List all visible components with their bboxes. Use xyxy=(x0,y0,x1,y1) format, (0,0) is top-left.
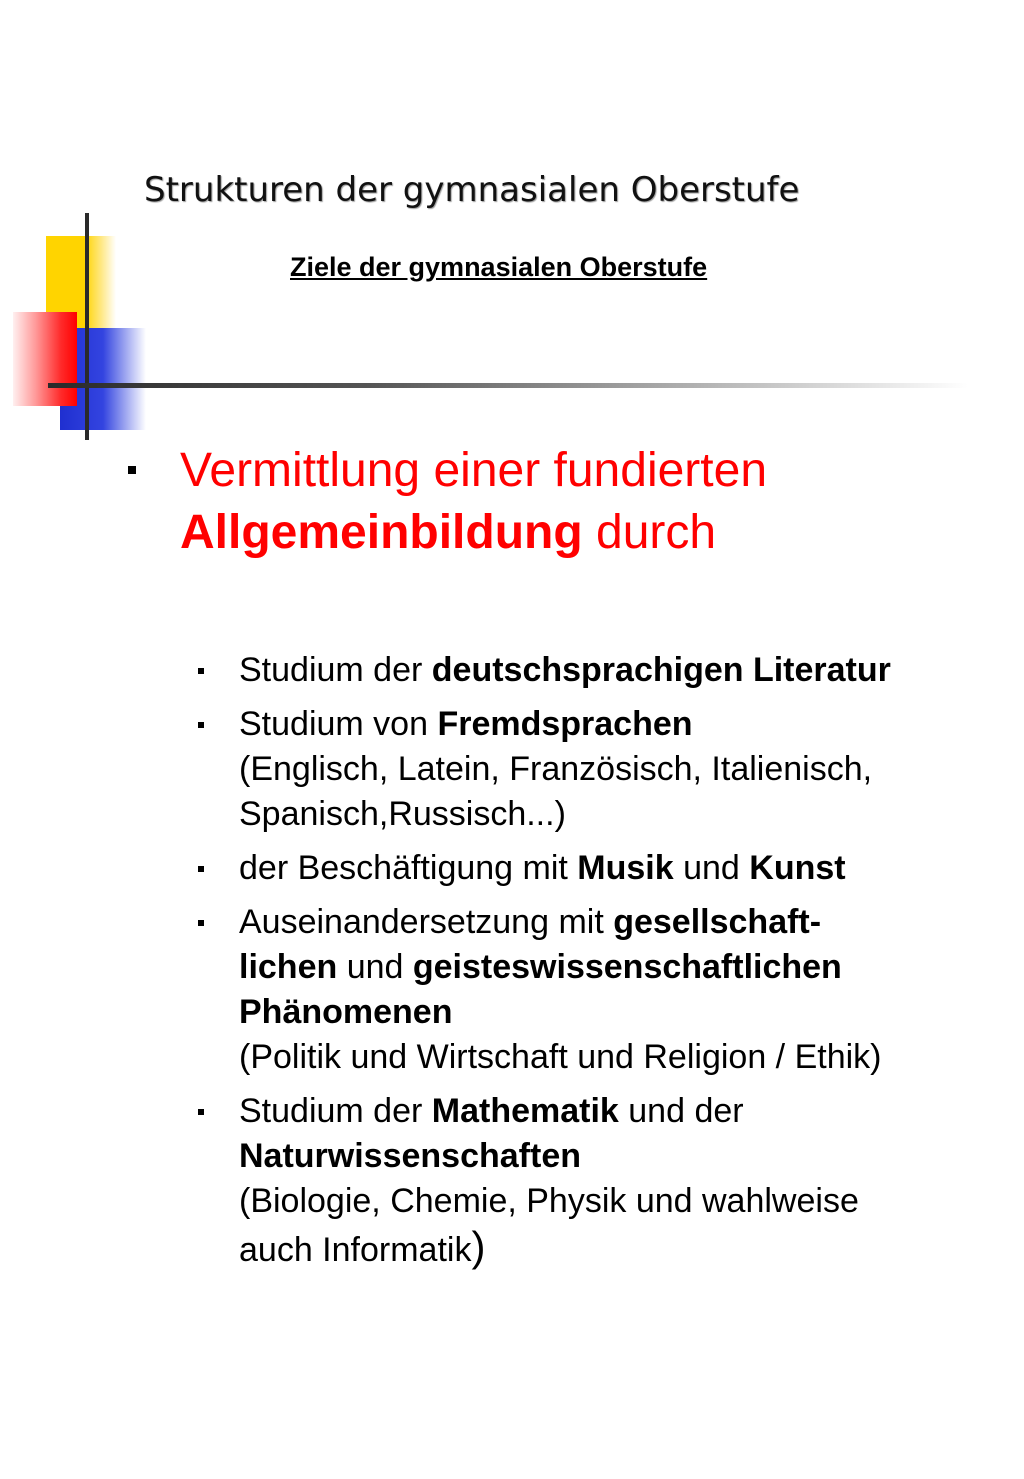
item-keyword: Kunst xyxy=(749,849,846,887)
item-detail: auch Informatik xyxy=(239,1231,472,1269)
page-subtitle: Ziele der gymnasialen Oberstufe xyxy=(290,252,708,282)
item-text: Studium von xyxy=(239,705,438,743)
list-item xyxy=(196,900,996,1080)
item-text: Studium der xyxy=(239,651,432,689)
list-item xyxy=(196,846,996,891)
item-keyword: geisteswissenschaftlichen xyxy=(412,948,842,986)
item-keyword: lichen xyxy=(239,948,338,986)
list-item xyxy=(196,1089,996,1273)
bullet-marker xyxy=(198,722,204,728)
list-item xyxy=(196,702,996,837)
item-text: der Beschäftigung mit xyxy=(239,849,578,887)
item-keyword: Naturwissenschaften xyxy=(239,1137,581,1175)
item-detail: (Biologie, Chemie, Physik und wahlweise xyxy=(239,1182,859,1220)
main-bullet-line2-rest: durch xyxy=(582,506,717,559)
item-text: und der xyxy=(618,1092,744,1130)
decor-red-square xyxy=(13,312,77,406)
item-text: und xyxy=(673,849,750,887)
page-title: Strukturen der gymnasialen Oberstufe xyxy=(144,170,800,210)
sub-list xyxy=(196,648,996,1282)
bullet-marker xyxy=(198,668,204,674)
main-bullet-line1: Vermittlung einer fundierten xyxy=(180,444,768,497)
bullet-marker xyxy=(198,920,204,926)
item-detail: (Englisch, Latein, Französisch, Italienisch, xyxy=(239,750,873,788)
item-detail-paren: ) xyxy=(471,1223,486,1270)
item-keyword: deutschsprachigen Literatur xyxy=(431,651,891,689)
item-text: und xyxy=(337,948,413,986)
item-keyword: gesellschaft- xyxy=(613,903,822,941)
item-keyword: Musik xyxy=(577,849,674,887)
main-bullet-text xyxy=(180,440,767,564)
bullet-marker xyxy=(198,1109,204,1115)
item-keyword: Fremdsprachen xyxy=(437,705,693,743)
list-item xyxy=(196,648,996,693)
item-text: Auseinandersetzung mit xyxy=(239,903,614,941)
decor-horizontal-line xyxy=(48,383,968,388)
main-bullet-keyword: Allgemeinbildung xyxy=(180,506,583,559)
item-detail: (Politik und Wirtschaft und Religion / Ethik) xyxy=(239,1038,882,1076)
item-keyword: Mathematik xyxy=(431,1092,619,1130)
bullet-marker xyxy=(198,866,204,872)
item-detail: Spanisch,Russisch...) xyxy=(239,795,566,833)
decor-vertical-line xyxy=(85,213,89,440)
item-text: Studium der xyxy=(239,1092,432,1130)
bullet-marker xyxy=(128,466,136,474)
item-keyword: Phänomenen xyxy=(239,993,453,1031)
